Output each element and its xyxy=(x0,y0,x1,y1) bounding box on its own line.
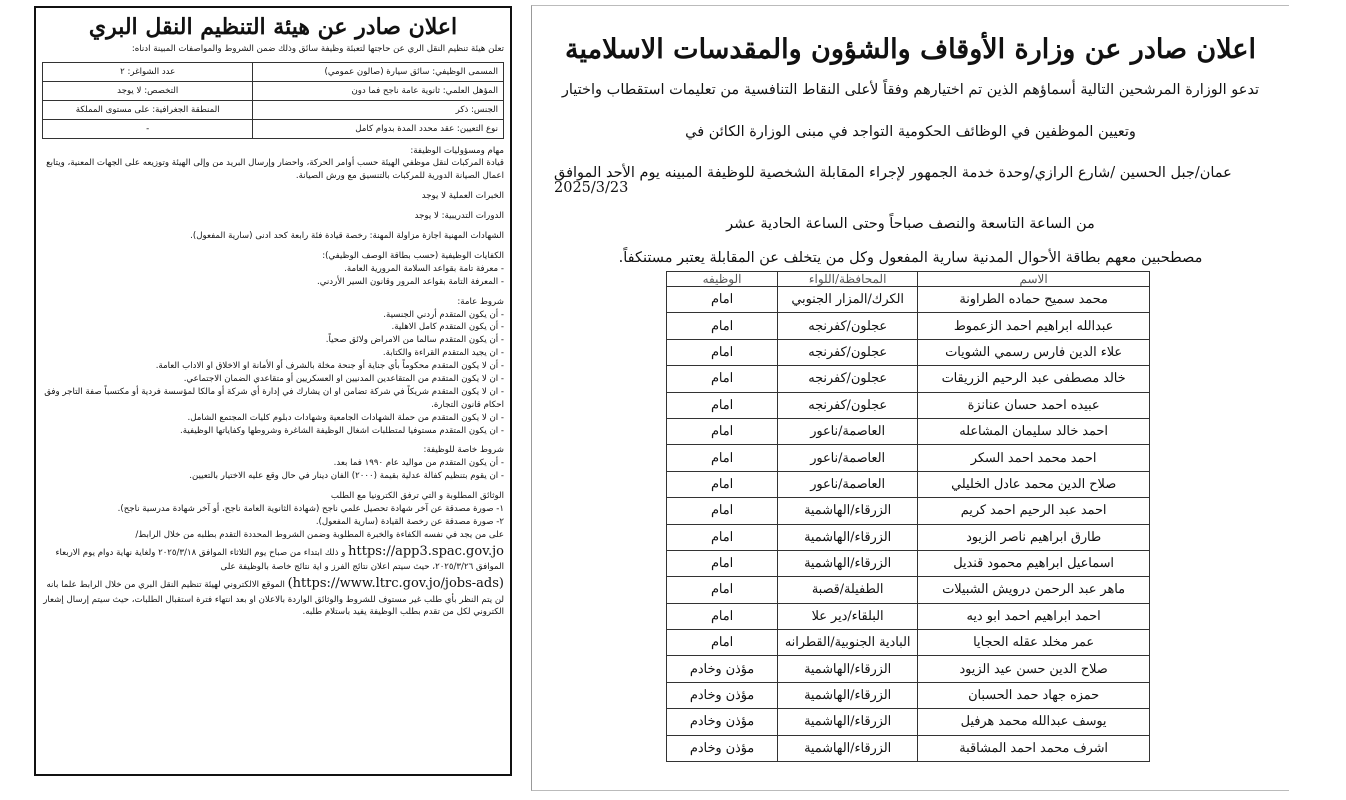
candidate-job: امام xyxy=(667,630,778,656)
spec-cell-main: نوع التعيين: عقد محدد المدة بدوام كامل xyxy=(253,119,504,138)
spec-cell-side: عدد الشواغر: ٢ xyxy=(43,62,253,81)
special-conditions-section xyxy=(42,444,504,483)
document-item: ٢- صورة مصدقة عن رخصة القيادة (سارية المفعول). xyxy=(315,516,504,527)
competency-item: - المعرفة التامة بقواعد المرور وقانون السير الأردني. xyxy=(316,276,504,287)
general-conditions-section xyxy=(42,296,504,438)
candidate-name: صلاح الدين حسن عيد الزيود xyxy=(918,656,1150,682)
candidate-job: امام xyxy=(667,339,778,365)
candidate-name: عمر مخلد عقله الحجايا xyxy=(918,630,1150,656)
general-condition-item: - ان لا يكون المتقدم من حملة الشهادات الجامعية وشهادات دبلوم كليات المجتمع الشامل. xyxy=(187,412,504,423)
candidate-name: خالد مصطفى عبد الرحيم الزريقات xyxy=(918,366,1150,392)
candidate-governorate: الكرك/المزار الجنوبي xyxy=(778,287,918,313)
candidate-job: امام xyxy=(667,313,778,339)
candidate-name: طارق ابراهيم ناصر الزيود xyxy=(918,524,1150,550)
notice-title: اعلان صادر عن هيئة التنظيم النقل البري xyxy=(88,14,458,40)
spec-cell-main: المؤهل العلمي: ثانوية عامة ناجح فما دون xyxy=(253,81,504,100)
candidate-name: احمد ابراهيم احمد ابو ديه xyxy=(918,603,1150,629)
table-row xyxy=(667,709,1150,735)
candidate-governorate: عجلون/كفرنجه xyxy=(778,392,918,418)
document-item: ١- صورة مصدقة عن آخر شهادة تحصيل علمي ناجح (شهادة الثانوية العامة ناجح، أو آخر شهادة مدرسية ناجح). xyxy=(117,503,504,514)
candidate-name: اسماعيل ابراهيم محمود قنديل xyxy=(918,550,1150,576)
candidate-governorate: عجلون/كفرنجه xyxy=(778,313,918,339)
candidate-governorate: الزرقاء/الهاشمية xyxy=(778,524,918,550)
invite-line-2: وتعيين الموظفين في الوظائف الحكومية التواجد في مبنى الوزارة الكائن في xyxy=(685,123,1136,140)
special-condition-item: - ان يقوم بتنظيم كفالة عدلية بقيمة (٢٠٠٠) الفان دينار في حال وقع عليه الاختيار بالتعيين. xyxy=(189,471,504,482)
candidate-job: مؤذن وخادم xyxy=(667,682,778,708)
candidate-name: احمد عبد الرحيم احمد كريم xyxy=(918,498,1150,524)
spec-cell-side: التخصص: لا يوجد xyxy=(43,81,253,100)
competencies-title: الكفايات الوظيفية (حسب بطاقة الوصف الوظيفي): xyxy=(322,250,504,261)
candidate-job: امام xyxy=(667,445,778,471)
results-link[interactable]: (https://www.ltrc.gov.jo/jobs-ads) xyxy=(287,576,504,592)
candidate-job: امام xyxy=(667,498,778,524)
candidate-job: امام xyxy=(667,577,778,603)
candidate-job: امام xyxy=(667,418,778,444)
table-row xyxy=(667,735,1150,761)
invite-line-4: من الساعة التاسعة والنصف صباحاً وحتى الساعة الحادية عشر xyxy=(726,216,1095,232)
spec-cell-main: الجنس: ذكر xyxy=(253,100,504,119)
general-condition-item: - أن يكون المتقدم سالما من الامراض ولائق صحياً. xyxy=(325,335,504,346)
table-row xyxy=(667,682,1150,708)
table-row xyxy=(667,603,1150,629)
duties-section xyxy=(42,145,504,184)
candidate-governorate: الزرقاء/الهاشمية xyxy=(778,735,918,761)
candidate-name: صلاح الدين محمد عادل الخليلي xyxy=(918,471,1150,497)
spec-row xyxy=(43,100,504,119)
candidate-job: امام xyxy=(667,550,778,576)
table-row xyxy=(667,366,1150,392)
candidate-governorate: الزرقاء/الهاشمية xyxy=(778,656,918,682)
table-row xyxy=(667,630,1150,656)
documents-title: الوثائق المطلوبة و التي ترفق الكترونيا مع الطلب xyxy=(330,491,504,502)
general-condition-item: - ان يجيد المتقدم القراءة والكتابة. xyxy=(382,348,504,359)
general-condition-item: - أن يكون المتقدم أردني الجنسية. xyxy=(383,309,504,320)
duties-text: قيادة المركبات لنقل موظفي الهيئة حسب أوامر الحركة، واحضار وإرسال البريد من وإلى الهيئة وتوزيعه على الجهات المعنية، ويتابع اعمال الصيانة الدورية للمركبات بالتنسيق مع ورش الصيانة. xyxy=(46,158,504,182)
candidate-governorate: البادية الجنوبية/القطرانه xyxy=(778,630,918,656)
table-row xyxy=(667,656,1150,682)
duties-title: مهام ومسؤوليات الوظيفة: xyxy=(410,145,504,156)
header-governorate: المحافظة/اللواء xyxy=(778,272,918,287)
candidate-name: عبيده احمد حسان عنانزة xyxy=(918,392,1150,418)
candidate-job: مؤذن وخادم xyxy=(667,735,778,761)
candidate-job: امام xyxy=(667,471,778,497)
spec-cell-main: المسمى الوظيفي: سائق سيارة (صالون عمومي) xyxy=(253,62,504,81)
spec-cell-side: المنطقة الجغرافية: على مستوى المملكة xyxy=(43,100,253,119)
candidate-job: امام xyxy=(667,524,778,550)
candidate-name: احمد خالد سليمان المشاعله xyxy=(918,418,1150,444)
candidate-governorate: العاصمة/ناعور xyxy=(778,471,918,497)
competencies-section xyxy=(42,250,504,289)
candidate-name: ماهر عبد الرحمن درويش الشبيلات xyxy=(918,577,1150,603)
header-job: الوظيفه xyxy=(667,272,778,287)
job-spec-table xyxy=(42,62,504,139)
table-row xyxy=(667,418,1150,444)
general-condition-item: - أن لا يكون المتقدم محكوماً بأي جناية أو جنحة مخلة بالشرف أو الأمانة او الاخلاق او الاداب العامة. xyxy=(155,361,504,372)
special-conditions-title: شروط خاصة للوظيفة: xyxy=(423,445,504,456)
special-condition-item: - أن يكون المتقدم من مواليد عام ١٩٩٠ فما بعد. xyxy=(333,458,504,469)
table-row xyxy=(667,287,1150,313)
certificates-line: الشهادات المهنية اجازة مزاولة المهنة: رخصة قيادة فئة رابعة كحد ادنى (سارية المفعول). xyxy=(190,231,504,242)
table-row xyxy=(667,577,1150,603)
candidate-governorate: الزرقاء/الهاشمية xyxy=(778,709,918,735)
header-name: الاسم xyxy=(918,272,1150,287)
candidates-table xyxy=(666,271,1150,762)
spec-cell-side: - xyxy=(43,119,253,138)
candidate-job: امام xyxy=(667,392,778,418)
candidate-governorate: البلقاء/دير علا xyxy=(778,603,918,629)
general-condition-item: - ان لا يكون المتقدم شريكاً في شركة تضامن او ان يشارك في إدارة أي شركة أو مالكا لمؤسسة فردية أو مكتسباً صفة التاجر وفق احكام قانون التجارة. xyxy=(44,386,504,410)
apply-text-2: و ذلك ابتداء من صباح يوم الثلاثاء الموافق ٢٠٢٥/٣/١٨ ولغاية نهاية دوام يوم الاربعاء الموافق ٢٠٢٥/٣/٢٦، حيث سيتم اعلان نتائج الفرز و اية نتائج خاصة بالوظيفة على xyxy=(55,547,504,573)
candidate-governorate: العاصمة/ناعور xyxy=(778,418,918,444)
spec-row xyxy=(43,119,504,138)
candidate-name: علاء الدين فارس رسمي الشويات xyxy=(918,339,1150,365)
apply-text-3: الموقع الالكتروني لهيئة تنظيم النقل البري من خلال الرابط علما بانه لن يتم النظر بأي طلب غير مستوف للشروط والوثائق الواردة بالاعلان او بعد انتهاء فترة استقبال الطلبات، حيث سيتم إرسال إشعار الكتروني لكل من تقدم بطلب الوظيفة يفيد باستلام طلبه. xyxy=(43,580,504,618)
candidate-governorate: الزرقاء/الهاشمية xyxy=(778,550,918,576)
candidate-governorate: العاصمة/ناعور xyxy=(778,445,918,471)
candidate-job: امام xyxy=(667,366,778,392)
candidate-name: احمد محمد احمد السكر xyxy=(918,445,1150,471)
competency-item: - معرفة تامة بقواعد السلامة المرورية العامة. xyxy=(344,263,504,274)
spec-row xyxy=(43,62,504,81)
ministry-notice-title: اعلان صادر عن وزارة الأوقاف والشؤون والمقدسات الاسلامية xyxy=(565,34,1256,65)
candidate-name: محمد سميح حماده الطراونة xyxy=(918,287,1150,313)
table-row xyxy=(667,524,1150,550)
candidate-name: عبدالله ابراهيم احمد الزعموط xyxy=(918,313,1150,339)
general-conditions-title: شروط عامة: xyxy=(457,296,504,307)
table-row xyxy=(667,550,1150,576)
spec-row xyxy=(43,81,504,100)
experience-line: الخبرات العملية لا يوجد xyxy=(421,191,504,202)
candidate-name: حمزه جهاد حمد الحسبان xyxy=(918,682,1150,708)
apply-text xyxy=(42,529,504,620)
candidate-governorate: عجلون/كفرنجه xyxy=(778,339,918,365)
candidate-job: مؤذن وخادم xyxy=(667,709,778,735)
notice-intro: تعلن هيئة تنظيم النقل الري عن حاجتها لتعبئة وظيفة سائق وذلك ضمن الشروط والمواصفات المبينة ادناه: xyxy=(131,44,504,54)
invite-line-5: مصطحبين معهم بطاقة الأحوال المدنية سارية المفعول وكل من يتخلف عن المقابلة يعتبر مستنكفاً. xyxy=(618,249,1203,266)
candidate-job: مؤذن وخادم xyxy=(667,656,778,682)
candidate-governorate: الزرقاء/الهاشمية xyxy=(778,498,918,524)
general-condition-item: - ان يكون المتقدم مستوفيا لمتطلبات اشغال الوظيفة الشاغرة وشروطها وكفاياتها الوظيفية. xyxy=(180,425,504,436)
general-condition-item: - أن يكون المتقدم كامل الاهلية. xyxy=(391,322,504,333)
candidate-job: امام xyxy=(667,287,778,313)
invite-line-3: عمان/جبل الحسين /شارع الرازي/وحدة خدمة الجمهور لإجراء المقابلة الشخصية للوظيفة المبينه يوم الأحد الموافق 2025/3/23 xyxy=(554,165,1232,196)
candidate-governorate: الزرقاء/الهاشمية xyxy=(778,682,918,708)
table-row xyxy=(667,471,1150,497)
table-row xyxy=(667,445,1150,471)
apply-link[interactable]: https://app3.spac.gov.jo xyxy=(348,543,504,559)
table-row xyxy=(667,339,1150,365)
courses-line: الدورات التدريبية: لا يوجد xyxy=(414,211,504,222)
documents-section xyxy=(42,490,504,619)
general-condition-item: - ان لا يكون المتقدم من المتقاعدين المدنيين او العسكريين أو متقاعدي الضمان الاجتماعي. xyxy=(183,373,504,384)
candidate-name: اشرف محمد احمد المشاقبة xyxy=(918,735,1150,761)
candidate-governorate: عجلون/كفرنجه xyxy=(778,366,918,392)
candidate-governorate: الطفيلة/قصبة xyxy=(778,577,918,603)
table-row xyxy=(667,313,1150,339)
candidate-job: امام xyxy=(667,603,778,629)
candidate-name: يوسف عبدالله محمد هرفيل xyxy=(918,709,1150,735)
awqaf-interview-notice xyxy=(531,5,1289,791)
apply-text-1: على من يجد في نفسه الكفاءة والخبرة المطلوبة وضمن الشروط المحددة التقدم بطلبه من خلال الرابط/ xyxy=(135,529,504,540)
table-row xyxy=(667,498,1150,524)
ltrc-job-notice xyxy=(34,6,512,776)
table-row xyxy=(667,392,1150,418)
invite-line-1: تدعو الوزارة المرشحين التالية أسماؤهم الذين تم اختيارهم وفقاً لأعلى النقاط التنافسية من تعليمات استقطاب واختيار xyxy=(561,82,1260,98)
